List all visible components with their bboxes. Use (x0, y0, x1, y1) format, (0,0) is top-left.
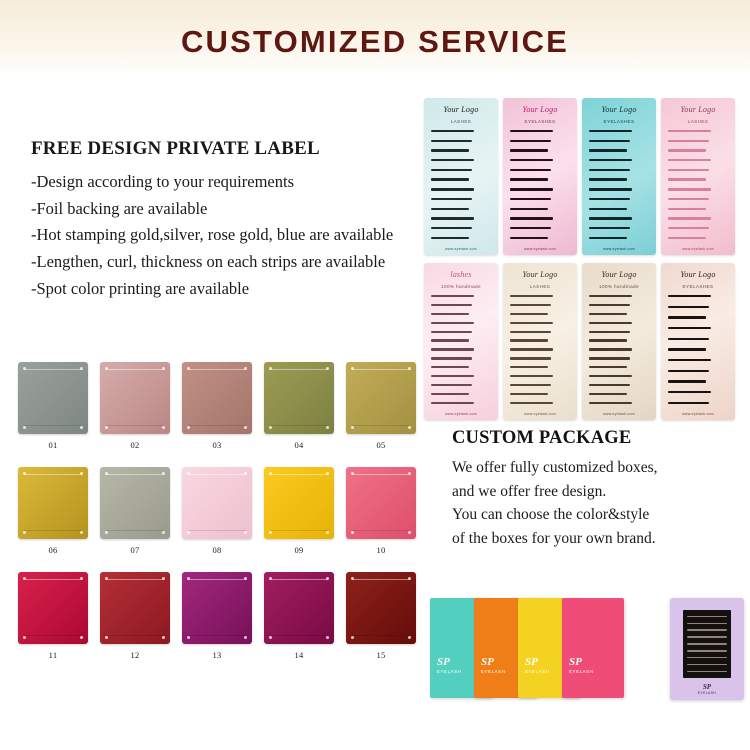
lash-tray[interactable] (661, 263, 735, 420)
corner-dot-icon (80, 367, 83, 370)
single-lash-box (670, 598, 744, 700)
lash-strip (431, 384, 472, 386)
lash-strip (668, 159, 711, 161)
swatch-row (12, 467, 424, 555)
swatch-cell[interactable] (176, 467, 258, 555)
swatch-cell[interactable] (12, 362, 94, 450)
lash-tray[interactable] (424, 98, 498, 255)
swatch-chip[interactable] (18, 467, 88, 539)
lash-strip (431, 198, 472, 200)
corner-dot-icon (351, 636, 354, 639)
package-box-brand-name: SP (525, 655, 538, 668)
free-design-bullet: -Lengthen, curl, thickness on each strips are available (31, 252, 386, 272)
lash-strip (510, 393, 548, 395)
package-box-brand (569, 657, 593, 674)
lash-strip (431, 348, 474, 350)
tray-logo-text: Your Logo (522, 105, 558, 114)
package-box-brand-name: SP (569, 655, 582, 668)
lash-strip (589, 188, 632, 190)
lash-strip-group (589, 295, 649, 404)
lash-strip (589, 402, 632, 404)
corner-dot-icon (408, 531, 411, 534)
swatch-row (12, 362, 424, 450)
lash-strip-group (510, 130, 570, 239)
tray-logo-text: Your Logo (680, 105, 716, 114)
lash-tray[interactable] (503, 263, 577, 420)
swatch-chip[interactable] (346, 362, 416, 434)
lash-strip (589, 384, 630, 386)
lash-strip (668, 217, 711, 219)
free-design-bullet: -Hot stamping gold,silver, rose gold, blue are available (31, 225, 394, 245)
lash-strip (589, 348, 632, 350)
free-design-bullet: -Spot color printing are available (31, 278, 250, 298)
swatch-chip[interactable] (264, 362, 334, 434)
swatch-label: 08 (212, 545, 222, 555)
corner-dot-icon (269, 472, 272, 475)
swatch-label: 04 (294, 440, 304, 450)
corner-dot-icon (408, 577, 411, 580)
custom-package-line: We offer fully customized boxes, (452, 459, 658, 476)
lash-strip (589, 140, 630, 142)
corner-dot-icon (326, 367, 329, 370)
lash-strip-group (589, 130, 649, 239)
corner-dot-icon (162, 636, 165, 639)
corner-dot-icon (162, 577, 165, 580)
lash-strip (668, 316, 706, 318)
custom-package-line: of the boxes for your own brand. (452, 529, 656, 547)
swatch-chip[interactable] (182, 467, 252, 539)
corner-dot-icon (244, 636, 247, 639)
lash-strip (668, 359, 711, 361)
corner-dot-icon (23, 636, 26, 639)
corner-dot-icon (105, 426, 108, 429)
custom-package-section (452, 428, 742, 550)
lash-strip (510, 198, 551, 200)
package-box-brand-name: SP (481, 655, 494, 668)
corner-dot-icon (162, 367, 165, 370)
swatch-chip[interactable] (18, 572, 88, 644)
lash-strip (589, 208, 627, 210)
lash-strip-group (510, 295, 570, 404)
corner-dot-icon (105, 472, 108, 475)
single-box-brand-sub: EYELASH (697, 691, 717, 695)
lash-strip (510, 402, 553, 404)
lash-strip (431, 331, 472, 333)
lash-strip (668, 306, 709, 308)
lash-tray[interactable] (661, 98, 735, 255)
lash-strip (668, 140, 709, 142)
lash-strip (589, 331, 630, 333)
lash-strip (668, 380, 706, 382)
corner-dot-icon (187, 636, 190, 639)
lash-strip (668, 391, 711, 393)
lash-strip (431, 304, 472, 306)
corner-dot-icon (408, 426, 411, 429)
swatch-label: 06 (48, 545, 58, 555)
corner-dot-icon (244, 577, 247, 580)
corner-dot-icon (80, 472, 83, 475)
corner-dot-icon (408, 472, 411, 475)
lash-strip (510, 366, 548, 368)
lash-tray[interactable] (503, 98, 577, 255)
swatch-label: 09 (294, 545, 304, 555)
swatch-cell[interactable] (176, 362, 258, 450)
corner-dot-icon (23, 472, 26, 475)
corner-dot-icon (326, 636, 329, 639)
lash-strip (589, 322, 632, 324)
free-design-bullet: -Foil backing are available (31, 198, 208, 218)
lash-strip (589, 393, 627, 395)
tray-footer-text: www.eyelash.com (603, 412, 635, 416)
swatch-label: 12 (130, 650, 140, 660)
swatch-cell[interactable] (12, 572, 94, 660)
tray-footer-text: www.eyelash.com (524, 412, 556, 416)
lash-strip (589, 198, 630, 200)
free-design-heading: FREE DESIGN PRIVATE LABEL (31, 138, 320, 159)
lash-strip (431, 313, 469, 315)
lash-strip (510, 304, 551, 306)
tray-subtitle: LASHES (450, 119, 472, 124)
corner-dot-icon (162, 472, 165, 475)
lash-strip (431, 375, 474, 377)
lash-strip (431, 217, 474, 219)
corner-dot-icon (187, 426, 190, 429)
lash-strip (589, 227, 630, 229)
lash-strip (510, 159, 553, 161)
lash-strip (668, 227, 709, 229)
corner-dot-icon (187, 472, 190, 475)
lash-strip (687, 616, 727, 618)
lash-strip (589, 217, 632, 219)
custom-package-line: and we offer free design. (452, 482, 607, 500)
swatch-cell[interactable] (340, 362, 422, 450)
tray-footer-text: www.eyelash.com (445, 247, 477, 251)
tray-subtitle: 100% handmade (599, 284, 639, 289)
lash-strip (510, 130, 553, 132)
lash-strip (431, 188, 474, 190)
swatch-label: 03 (212, 440, 222, 450)
lash-strip (510, 313, 548, 315)
header-banner (0, 0, 750, 78)
tray-footer-text: www.eyelash.com (603, 247, 635, 251)
package-box-brand-sub: EYELASH (437, 668, 462, 674)
custom-box-gallery (430, 598, 717, 702)
corner-dot-icon (105, 636, 108, 639)
lash-strip (431, 149, 469, 151)
corner-dot-icon (244, 531, 247, 534)
corner-dot-icon (23, 531, 26, 534)
lash-strip (687, 671, 727, 673)
swatch-row (12, 572, 424, 660)
lash-strip (431, 402, 474, 404)
swatch-label: 13 (212, 650, 222, 660)
corner-dot-icon (269, 426, 272, 429)
page-title: CUSTOMIZED SERVICE (180, 24, 570, 59)
swatch-label: 15 (376, 650, 386, 660)
lash-strip (589, 375, 632, 377)
tray-footer-text: www.eyelash.com (524, 247, 556, 251)
custom-package-heading: CUSTOM PACKAGE (452, 428, 632, 448)
lash-strip (687, 629, 727, 631)
lash-strip (589, 130, 632, 132)
corner-dot-icon (269, 636, 272, 639)
lash-strip (589, 169, 630, 171)
swatch-cell[interactable] (258, 362, 340, 450)
lash-strip (668, 370, 709, 372)
lash-strip (668, 295, 711, 297)
lash-strip (510, 322, 553, 324)
package-box-brand (437, 657, 461, 674)
corner-dot-icon (326, 531, 329, 534)
swatch-chip[interactable] (264, 467, 334, 539)
lash-strip (668, 327, 711, 329)
corner-dot-icon (408, 636, 411, 639)
corner-dot-icon (351, 426, 354, 429)
lash-strip (510, 339, 548, 341)
package-box-brand (525, 657, 549, 674)
lash-strip (510, 149, 548, 151)
lash-strip (589, 357, 630, 359)
lash-strip-group (431, 130, 491, 239)
swatch-chip[interactable] (346, 572, 416, 644)
corner-dot-icon (23, 577, 26, 580)
corner-dot-icon (105, 577, 108, 580)
swatch-label: 05 (376, 440, 386, 450)
lash-strip (510, 178, 548, 180)
lash-strip (431, 322, 474, 324)
single-box-brand-name: SP (702, 683, 712, 691)
tray-subtitle: LASHES (687, 119, 709, 124)
lash-strip (431, 208, 469, 210)
swatch-chip[interactable] (100, 362, 170, 434)
corner-dot-icon (244, 426, 247, 429)
corner-dot-icon (351, 531, 354, 534)
corner-dot-icon (269, 577, 272, 580)
tray-logo-text: Your Logo (522, 270, 558, 279)
lash-strip (431, 140, 472, 142)
lash-tray-gallery (424, 98, 742, 428)
corner-dot-icon (80, 426, 83, 429)
tray-logo-text: lashes (450, 270, 472, 279)
lash-strip (431, 366, 469, 368)
package-box-brand-sub: EYELASH (525, 668, 550, 674)
swatch-chip[interactable] (18, 362, 88, 434)
swatch-cell[interactable] (258, 572, 340, 660)
tray-subtitle: 100% handmade (441, 284, 481, 289)
corner-dot-icon (408, 367, 411, 370)
package-box-brand (481, 657, 505, 674)
swatch-cell[interactable] (12, 467, 94, 555)
corner-dot-icon (269, 367, 272, 370)
lash-strip (510, 331, 551, 333)
lash-strip (431, 393, 469, 395)
swatch-chip[interactable] (100, 572, 170, 644)
lash-strip (668, 188, 711, 190)
lash-tray[interactable] (424, 263, 498, 420)
tray-subtitle: EYELASHES (603, 119, 635, 124)
corner-dot-icon (269, 531, 272, 534)
tray-subtitle: LASHES (529, 284, 551, 289)
lash-strip (668, 169, 709, 171)
lash-strip (687, 650, 727, 652)
lash-strip (431, 295, 474, 297)
lash-strip (510, 217, 553, 219)
swatch-chip[interactable] (182, 362, 252, 434)
corner-dot-icon (244, 367, 247, 370)
lash-strip (510, 208, 548, 210)
lash-strip (589, 366, 627, 368)
corner-dot-icon (351, 577, 354, 580)
corner-dot-icon (162, 426, 165, 429)
tray-logo-text: Your Logo (601, 105, 637, 114)
lash-strip (668, 208, 706, 210)
swatch-cell[interactable] (340, 467, 422, 555)
lash-strip (510, 237, 548, 239)
lash-strip (687, 623, 727, 625)
swatch-label: 01 (48, 440, 58, 450)
lash-strip (431, 159, 474, 161)
tray-logo-text: Your Logo (601, 270, 637, 279)
free-design-section (31, 138, 426, 303)
package-box[interactable] (562, 598, 624, 698)
swatch-label: 14 (294, 650, 304, 660)
lash-strip (431, 227, 472, 229)
corner-dot-icon (23, 426, 26, 429)
tray-logo-text: Your Logo (443, 105, 479, 114)
corner-dot-icon (80, 577, 83, 580)
lash-strip (589, 339, 627, 341)
lash-strip (510, 384, 551, 386)
corner-dot-icon (80, 531, 83, 534)
tray-footer-text: www.eyelash.com (445, 412, 477, 416)
lash-strip (589, 295, 632, 297)
corner-dot-icon (351, 472, 354, 475)
lash-strip (589, 178, 627, 180)
swatch-label: 11 (48, 650, 58, 660)
lash-tray[interactable] (582, 98, 656, 255)
corner-dot-icon (105, 531, 108, 534)
color-swatch-grid (12, 362, 424, 660)
lash-strip (589, 159, 632, 161)
box-color-fan (430, 598, 652, 702)
corner-dot-icon (244, 472, 247, 475)
lash-strip (668, 402, 709, 404)
lash-strip (687, 664, 727, 666)
lash-strip (668, 338, 709, 340)
swatch-cell[interactable] (176, 572, 258, 660)
swatch-chip[interactable] (182, 572, 252, 644)
tray-subtitle: EYELASHES (682, 284, 714, 289)
custom-package-line: You can choose the color&style (452, 506, 650, 524)
corner-dot-icon (187, 531, 190, 534)
package-box-brand-name: SP (437, 655, 450, 668)
swatch-label: 07 (130, 545, 140, 555)
corner-dot-icon (23, 367, 26, 370)
single-box-brand (670, 683, 744, 695)
swatch-cell[interactable] (94, 362, 176, 450)
lash-strip (668, 198, 709, 200)
swatch-chip[interactable] (346, 467, 416, 539)
corner-dot-icon (162, 531, 165, 534)
lash-strip (510, 188, 553, 190)
corner-dot-icon (187, 577, 190, 580)
lash-strip (668, 149, 706, 151)
lash-strip (668, 130, 711, 132)
lash-strip (510, 140, 551, 142)
lash-strip (687, 636, 727, 638)
lash-strip (431, 130, 474, 132)
corner-dot-icon (105, 367, 108, 370)
lash-strip-group (668, 295, 728, 404)
lash-strip (510, 348, 553, 350)
free-design-bullet: -Design according to your requirements (31, 172, 295, 191)
package-box-brand-sub: EYELASH (481, 668, 506, 674)
lash-strip (589, 237, 627, 239)
lash-strip (431, 357, 472, 359)
lash-tray[interactable] (582, 263, 656, 420)
lash-strip (687, 657, 727, 659)
lash-strip (589, 149, 627, 151)
tray-subtitle: EYELASHES (524, 119, 556, 124)
lash-strip (431, 339, 469, 341)
lash-strip (510, 375, 553, 377)
lash-strip (510, 169, 551, 171)
tray-footer-text: www.eyelash.com (682, 247, 714, 251)
lash-strip (668, 237, 706, 239)
lash-strip (431, 178, 469, 180)
swatch-chip[interactable] (264, 572, 334, 644)
lash-strip (589, 313, 627, 315)
lash-strip (431, 169, 472, 171)
corner-dot-icon (326, 426, 329, 429)
swatch-label: 02 (130, 440, 140, 450)
corner-dot-icon (187, 367, 190, 370)
swatch-label: 10 (376, 545, 386, 555)
lash-strip (589, 304, 630, 306)
corner-dot-icon (326, 577, 329, 580)
lash-strip (510, 227, 551, 229)
swatch-cell[interactable] (340, 572, 422, 660)
lash-strip-group (431, 295, 491, 404)
lash-strip (431, 237, 469, 239)
package-box-brand-sub: EYELASH (569, 668, 594, 674)
lash-strip (668, 178, 706, 180)
swatch-cell[interactable] (258, 467, 340, 555)
lash-strip (510, 295, 553, 297)
lash-strip (668, 348, 706, 350)
lash-window (683, 610, 731, 678)
tray-footer-text: www.eyelash.com (682, 412, 714, 416)
swatch-cell[interactable] (94, 467, 176, 555)
swatch-chip[interactable] (100, 467, 170, 539)
corner-dot-icon (351, 367, 354, 370)
lash-strip (510, 357, 551, 359)
swatch-cell[interactable] (94, 572, 176, 660)
corner-dot-icon (80, 636, 83, 639)
tray-logo-text: Your Logo (680, 270, 716, 279)
lash-strip (687, 643, 727, 645)
lash-strip-group (668, 130, 728, 239)
corner-dot-icon (326, 472, 329, 475)
